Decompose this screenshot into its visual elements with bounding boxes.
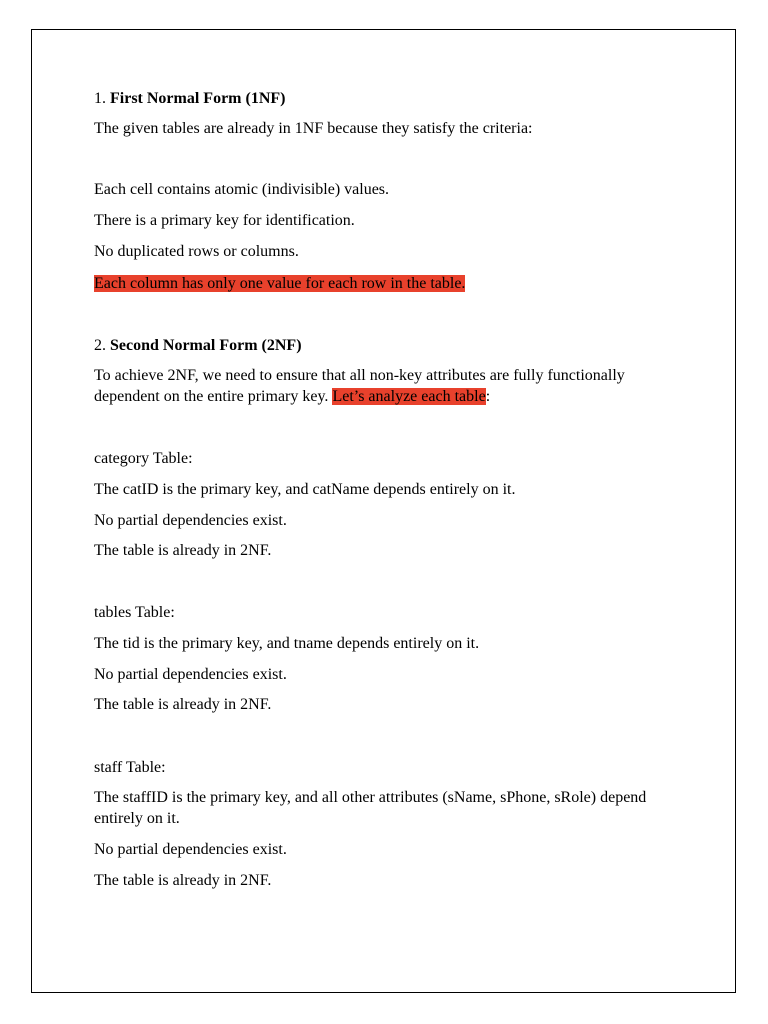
table-heading-category: category Table: xyxy=(94,450,193,467)
section2-intro xyxy=(94,365,654,407)
table-line: The catID is the primary key, and catName depends entirely on it. xyxy=(94,481,516,498)
section2-number: 2. xyxy=(94,337,106,354)
table-line: No partial dependencies exist. xyxy=(94,841,287,858)
table-line: No partial dependencies exist. xyxy=(94,666,287,683)
section2-intro-text: To achieve 2NF, we need to ensure that all non-key attributes are fully functionally dependent on the entire primary key. xyxy=(94,367,625,405)
table-line: The tid is the primary key, and tname depends entirely on it. xyxy=(94,635,480,652)
criterion-item: There is a primary key for identification. xyxy=(94,212,355,229)
section1-intro: The given tables are already in 1NF because they satisfy the criteria: xyxy=(94,120,533,137)
table-line: No partial dependencies exist. xyxy=(94,512,287,529)
table-heading-staff: staff Table: xyxy=(94,759,166,776)
section1-title: First Normal Form (1NF) xyxy=(110,90,286,107)
criterion-item: No duplicated rows or columns. xyxy=(94,243,299,260)
highlight-mark: Let’s analyze each table xyxy=(332,388,486,405)
section2-heading xyxy=(94,335,302,356)
table-line: The table is already in 2NF. xyxy=(94,542,272,559)
section1-heading xyxy=(94,88,286,109)
highlighted-criterion xyxy=(94,273,465,294)
document-page xyxy=(31,29,736,993)
section2-intro-end: : xyxy=(485,388,491,405)
criterion-item: Each cell contains atomic (indivisible) values. xyxy=(94,181,390,198)
highlight-mark: Each column has only one value for each row in the table. xyxy=(94,275,466,292)
table-line: The staffID is the primary key, and all other attributes (sName, sPhone, sRole) depend entirely on it. xyxy=(94,789,647,827)
section2-title: Second Normal Form (2NF) xyxy=(110,337,302,354)
table-line: The table is already in 2NF. xyxy=(94,696,272,713)
table-heading-tables: tables Table: xyxy=(94,604,175,621)
section1-number: 1. xyxy=(94,90,106,107)
table-line: The table is already in 2NF. xyxy=(94,872,272,889)
